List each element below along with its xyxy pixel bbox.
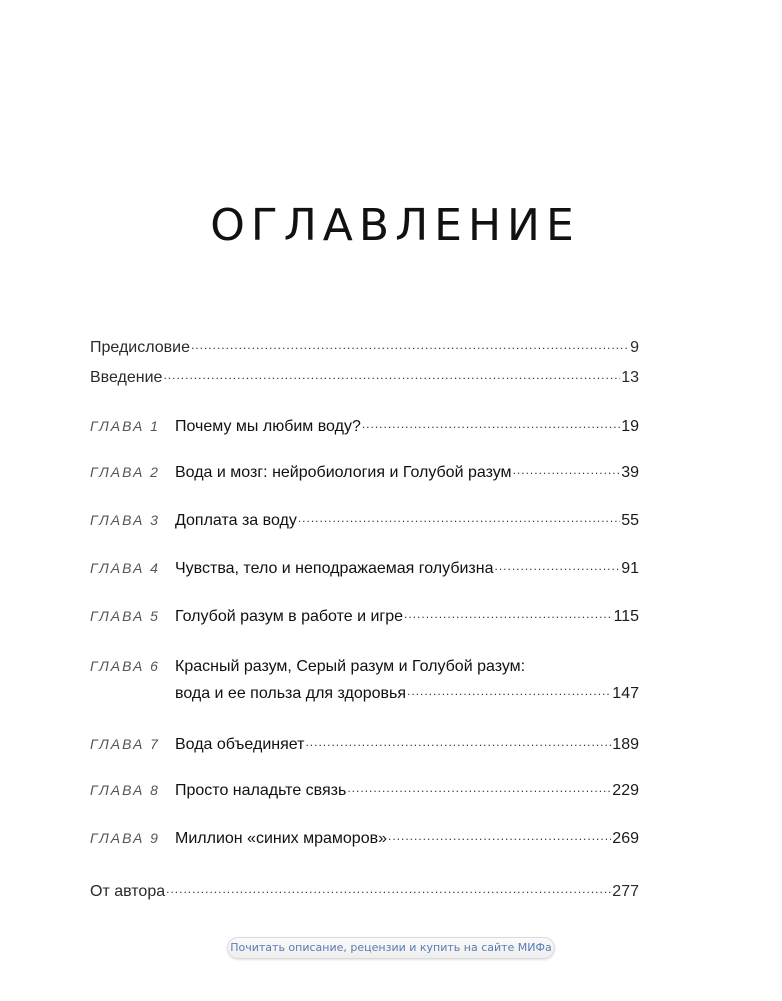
chapter-title: Голубой разум в работе и игре: [175, 608, 404, 625]
chapter-title: Просто наладьте связь: [175, 782, 347, 799]
toc-chapter-4[interactable]: [90, 556, 639, 580]
chapter-page: 55: [621, 512, 639, 529]
toc-chapter-5[interactable]: [90, 604, 639, 628]
dot-leader: [513, 458, 621, 482]
chapter-page: 189: [612, 736, 639, 753]
mif-store-link-button[interactable]: Почитать описание, рецензии и купить на сайте МИФа: [227, 937, 555, 959]
dot-leader: [166, 877, 611, 901]
chapter-page: 19: [621, 418, 639, 435]
chapter-label: ГЛАВА 6: [90, 658, 160, 674]
chapter-label: ГЛАВА 8: [90, 782, 160, 798]
toc-chapter-1[interactable]: [90, 414, 639, 438]
chapter-title: Красный разум, Серый разум и Голубой разум:: [175, 658, 526, 675]
chapter-title: Миллион «синих мраморов»: [175, 830, 387, 847]
dot-leader: [404, 602, 612, 626]
chapter-title: Доплата за воду: [175, 512, 297, 529]
toc-chapter-8[interactable]: [90, 778, 639, 802]
toc-entry-page: 9: [630, 339, 639, 356]
toc-entry-title: Предисловие: [90, 339, 190, 356]
chapter-page: 229: [612, 782, 639, 799]
chapter-label: ГЛАВА 4: [90, 560, 160, 576]
dot-leader: [305, 730, 611, 754]
chapter-page: 91: [621, 560, 639, 577]
page-title: ОГЛАВЛЕНИЕ: [210, 200, 580, 251]
chapter-label: ГЛАВА 3: [90, 512, 160, 528]
chapter-page: 115: [613, 608, 639, 625]
chapter-label: ГЛАВА 7: [90, 736, 160, 752]
toc-entry-page: 13: [621, 369, 639, 386]
dot-leader: [347, 776, 611, 800]
toc-entry-title: От автора: [90, 883, 166, 900]
chapter-title: Чувства, тело и неподражаемая голубизна: [175, 560, 494, 577]
chapter-title-continuation: вода и ее польза для здоровья: [175, 685, 407, 702]
toc-chapter-6-continuation[interactable]: [90, 682, 639, 706]
chapter-title: Вода и мозг: нейробиология и Голубой разум: [175, 464, 512, 481]
toc-chapter-2[interactable]: [90, 460, 639, 484]
dot-leader: [407, 679, 611, 703]
chapter-label: ГЛАВА 9: [90, 830, 160, 846]
chapter-page: 269: [612, 830, 639, 847]
chapter-title: Почему мы любим воду?: [175, 418, 361, 435]
toc-entry-preface[interactable]: [90, 336, 639, 360]
toc-entry-page: 277: [612, 883, 639, 900]
dot-leader: [191, 333, 629, 357]
toc-chapter-7[interactable]: [90, 732, 639, 756]
toc-chapter-6[interactable]: [90, 654, 639, 678]
dot-leader: [388, 824, 611, 848]
toc-entry-introduction[interactable]: [90, 366, 639, 390]
chapter-label: ГЛАВА 5: [90, 608, 160, 624]
dot-leader: [298, 506, 620, 530]
toc-entry-title: Введение: [90, 369, 163, 386]
dot-leader: [163, 363, 620, 387]
chapter-label: ГЛАВА 2: [90, 464, 160, 480]
chapter-page: 39: [621, 464, 639, 481]
chapter-page: 147: [612, 685, 639, 702]
toc-chapter-9[interactable]: [90, 826, 639, 850]
chapter-title: Вода объединяет: [175, 736, 305, 753]
dot-leader: [362, 412, 620, 436]
toc-chapter-3[interactable]: [90, 508, 639, 532]
chapter-label: ГЛАВА 1: [90, 418, 160, 434]
dot-leader: [494, 554, 620, 578]
toc-entry-afterword[interactable]: [90, 880, 639, 904]
